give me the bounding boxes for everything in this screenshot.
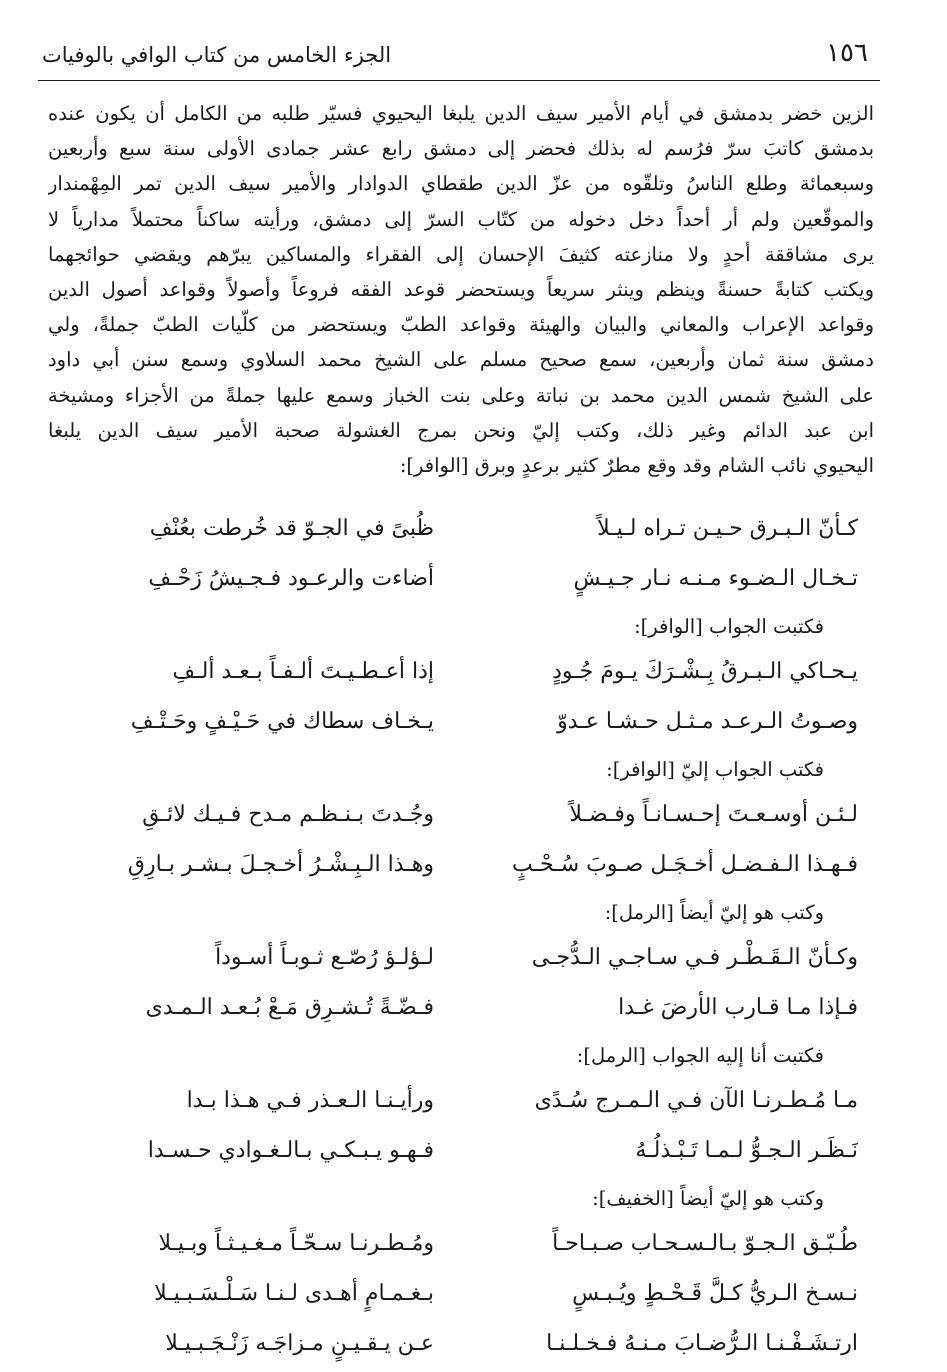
- verse-first-hemistich: مـا مُـطـرنـا الآن فـي الـمـرج سُـدًى: [534, 1088, 858, 1113]
- prose-paragraph: [48, 96, 874, 483]
- verse-line: [48, 697, 874, 747]
- verse-first-hemistich: يـحـاكي الـبـرقُ بِـشْـرَكَ يـومَ جُـودٍ: [552, 659, 858, 684]
- verse-first-hemistich: وكـأنّ الـقَـطْـر فـي سـاجـي الـدُّجـى: [531, 945, 858, 970]
- verse-line: [48, 504, 874, 554]
- verse-second-hemistich: ومُـطـرنـا سـحّـاً مـغـيـثـاً وبـيـلا: [158, 1231, 434, 1256]
- verse-second-hemistich: ورأيـنـا الـعـذر فـي هـذا بـدا: [186, 1088, 434, 1113]
- prose-line: ويكتب كتابةً حسنةً وينظم وينثر سريعاً ويستحضر قوعد الفقه فروعاً وأصولاً وقواعد أصول الدين: [48, 277, 874, 301]
- poem-block: [48, 504, 874, 604]
- verse-introduction: فكتبت أنا إليه الجواب [الرمل]:: [576, 1044, 824, 1067]
- verse-second-hemistich: أضاءت والرعـود فـجـيشُ زَحْـفِ: [148, 566, 434, 591]
- verse-second-hemistich: بـغـمـامٍ أهـدى لـنـا سَـلْـسَـبـيـلا: [154, 1281, 434, 1306]
- verse-second-hemistich: يـخـاف سطاك في حَـيْـفٍ وحَـتْـفِ: [130, 709, 434, 734]
- verse-introduction: وكتب هو إليّ أيضاً [الخفيف]:: [592, 1187, 824, 1210]
- verse-first-hemistich: نـسـخ الـريُّ كـلَّ قَـحْـطٍ ويُـبـسٍ: [572, 1281, 858, 1306]
- verse-first-hemistich: تـخـال الـضـوء مـنـه نـار جـيـشٍ: [573, 566, 858, 591]
- verse-line: [48, 840, 874, 890]
- verse-line: [48, 790, 874, 840]
- prose-line: يرى مشاققة أحدٍ ولا منازعته كثيفَ الإحسان إلى الفقراء والمساكين يبرّهم ويقضي حوائجهما: [48, 242, 874, 266]
- verse-first-hemistich: فـإذا مـا قـارب الأرضَ غـدا: [618, 995, 858, 1020]
- poem-block: [48, 1179, 874, 1369]
- prose-line: دمشق سنة ثمان وأربعين، سمع صحيح مسلم على الشيخ محمد السلاوي وسمع سنن أبي داود: [48, 348, 874, 372]
- verse-line: [48, 1076, 874, 1126]
- verse-first-hemistich: ارتـشَـفْـنـا الـرُّضـابَ مـنـهُ فـخـلـنـا: [546, 1331, 858, 1356]
- verse-line: [48, 1269, 874, 1319]
- prose-line: وقواعد الإعراب والمعاني والبيان والهيئة وقواعد الطبّ ويستحضر من كلّيات الطبّ جملةً، ولي: [48, 313, 874, 337]
- poem-block: [48, 607, 874, 747]
- verse-second-hemistich: ظُبىً في الجـوّ قد خُرطت بعُنْفِ: [149, 516, 434, 541]
- verse-second-hemistich: وهـذا الـبِـشْـرُ أخـجـلَ بـشـر بـارِقِ: [127, 852, 434, 877]
- verse-line: [48, 983, 874, 1033]
- verse-second-hemistich: فـضّـةً تُـشـرِق مَـعْ بُـعـد الـمـدى: [145, 995, 434, 1020]
- verse-line: [48, 647, 874, 697]
- verse-introduction: وكتب هو إليّ أيضاً [الرمل]:: [604, 901, 824, 924]
- poem-block: [48, 1036, 874, 1176]
- verse-first-hemistich: طُـبّـق الـجـوّ بـالـسـحـاب صـبـاحـاً: [552, 1231, 858, 1256]
- verse-line: [48, 1319, 874, 1369]
- verse-first-hemistich: وصـوتُ الـرعـد مـثـل حـشـا عـدوّ: [557, 709, 858, 734]
- poem-block: [48, 750, 874, 890]
- prose-line: على الشيخ شمس الدين محمد بن نباتة وعلى بنت الخباز وسمع عليها جملةً من الأجزاء ومشيخة: [48, 383, 874, 407]
- prose-line: الزين خضر بدمشق في أيام الأمير سيف الدين يلبغا اليحيوي فسيّر طلبه من الكامل أن يكون عنده: [48, 102, 874, 125]
- verse-second-hemistich: وجُـدتَ بـنـظـم مـدح فـيـك لائـقِ: [142, 802, 434, 827]
- verse-first-hemistich: فـهـذا الـفـضـل أخـجَـل صـوبَ سُـحْـبٍ: [512, 852, 858, 877]
- verse-second-hemistich: فـهـو يـبـكـي بـالـغـوادي حـسـدا: [147, 1138, 434, 1163]
- prose-line: اليحيوي نائب الشام وقد وقع مطرٌ كثير برعدٍ وبرق [الوافر]:: [399, 453, 874, 477]
- verse-first-hemistich: لـئـن أوسـعـتَ إحـسـانـاً وفـضـلاً: [569, 802, 858, 827]
- verse-introduction: فكتبت الجواب [الوافر]:: [634, 615, 824, 638]
- verse-introduction: فكتب الجواب إليّ [الوافر]:: [606, 758, 824, 781]
- poem-block: [48, 893, 874, 1033]
- verse-line: [48, 1126, 874, 1176]
- prose-line: والموقّعين ولم أر أحداً دخل دخوله من كتّاب السرّ إلى دمشق، ورأيته ساكناً محتملاً مدارياً لا: [48, 207, 874, 231]
- verse-line: [48, 1219, 874, 1269]
- running-title: الجزء الخامس من كتاب الوافي بالوفيات: [42, 43, 392, 67]
- running-header: [38, 36, 880, 76]
- poem-section: [48, 504, 874, 1372]
- verse-line: [48, 554, 874, 604]
- page-number: ١٥٦: [826, 38, 868, 68]
- verse-second-hemistich: إذا أعـطـيـتَ ألـفـاً بـعـد ألـفِ: [172, 659, 434, 684]
- verse-first-hemistich: نَـظَـر الـجـوُّ لـمـا تَـبْـذلُـهُ: [635, 1138, 858, 1163]
- prose-line: وسبعمائة وطلع الناسُ وتلقّوه من عزّ الدين طقطاي الدوادار والأمير سيف الدين تمر المِهْمندار: [48, 172, 874, 196]
- prose-line: ابن عبد الدائم وغير ذلك، وكتب إليّ ونحن بمرج الغشولة صحبة الأمير سيف الدين يلبغا: [48, 418, 874, 442]
- header-rule: [38, 80, 880, 81]
- verse-line: [48, 933, 874, 983]
- prose-line: بدمشق كاتبَ سرّ فرُسم له بذلك فحضر إلى دمشق رابع عشر جمادى الأولى سنة سبع وأربعين: [48, 137, 874, 161]
- verse-second-hemistich: عـن يـقـيـنٍ مـزاجَـه زَنْـجَـبـيـلا: [165, 1331, 434, 1356]
- verse-first-hemistich: كـأنّ الـبـرق حـيـن تـراه لـيـلاً: [597, 516, 858, 541]
- verse-second-hemistich: لـؤلـؤ رُصّـع ثـوبـاً أسـوداً: [215, 945, 434, 970]
